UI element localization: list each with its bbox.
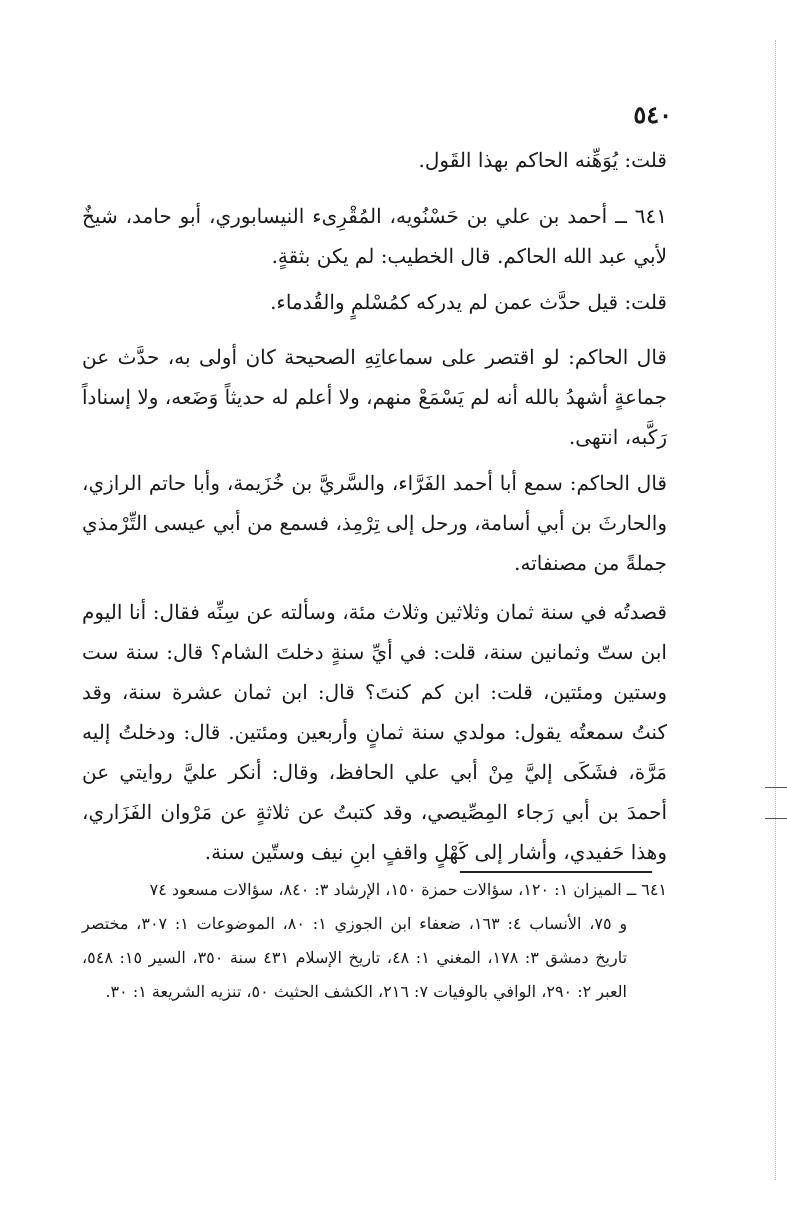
page-number: ٥٤٠ — [633, 100, 672, 129]
scan-margin-mark — [765, 818, 787, 819]
paragraph-comment-1: قلت: يُوَهِّنه الحاكم بهذا القَول. — [418, 148, 667, 172]
paragraph-hakim-quote-1: قال الحاكم: لو اقتصر على سماعاتِهِ الصحيحة كان أولى به، حدَّث عن جماعةٍ أشهدُ بالله أنه لم يَسْمَعْ منهم، ولا أعلم له حديثاً وَضَعه، ولا إسناداً رَكَّبه، انتهى. — [82, 345, 667, 449]
paragraph-comment-2: قلت: قيل حدَّث عمن لم يدركه كمُسْلمٍ والقُدماء. — [270, 290, 667, 314]
paragraph-narrative: قصدتُه في سنة ثمان وثلاثين وثلاث مئة، وسألته عن سِنِّه فقال: أنا اليوم ابن ستّ وثمانين سنة، قلت: في أيِّ سنةٍ دخلتَ الشام؟ قال: سنة ست وستين ومئتين، قلت: ابن كم كنتَ؟ قال: ابن ثمان عشرة سنة، وقد كنتُ سمعتُه يقول: مولدي سنة ثمانٍ وأربعين ومئتين. قال: ودخلتُ إليه مَرَّة، فشَكَى إليَّ مِنْ أبي علي الحافظ، وقال: أنكر عليَّ روايتي عن أحمدَ بن أبي رَجاء المِصِّيصي، وقد كتبتُ عن ثلاثةٍ عن مَرْوان الفَزَاري، وهذا حَفيدي، وأشار إلى كَهْلٍ واقفٍ ابنِ نيف وستّين سنة. — [82, 600, 667, 864]
scan-margin-line — [775, 40, 776, 1180]
scan-margin-mark — [765, 787, 787, 788]
footnote-continuation: و ٧٥، الأنساب ٤: ١٦٣، ضعفاء ابن الجوزي ١: ٨٠، الموضوعات ١: ٣٠٧، مختصر تاريخ دمشق ٣: ١٧٨، المغني ١: ٤٨، تاريخ الإسلام ٤٣١ سنة ٣٥٠، السير ١٥: ٥٤٨، العبر ٢: ٢٩٠، الوافي بالوفيات ٧: ٢١٦، الكشف الحثيث ٥٠، تنزيه الشريعة ١: ٣٠. — [82, 914, 628, 1001]
footnote — [82, 873, 667, 1009]
footnote-first-line: ٦٤١ ــ الميزان ١: ١٢٠، سؤالات حمزة ١٥٠، الإرشاد ٣: ٨٤٠، سؤالات مسعود ٧٤ — [149, 880, 667, 899]
entry-641-heading: ٦٤١ ــ أحمد بن علي بن حَسْنُويه، المُقْرِىء النيسابوري، أبو حامد، شيخٌ لأبي عبد الله الحاكم. قال الخطيب: لم يكن بثقةٍ. — [82, 204, 667, 268]
paragraph-hakim-quote-2: قال الحاكم: سمع أبا أحمد الفَرَّاء، والسَّريَّ بن خُزَيمة، وأبا حاتم الرازي، والحارثَ بن أبي أسامة، ورحل إلى تِرْمِذ، فسمع من أبي عيسى التِّرْمذي جملةً من مصنفاته. — [82, 471, 667, 575]
